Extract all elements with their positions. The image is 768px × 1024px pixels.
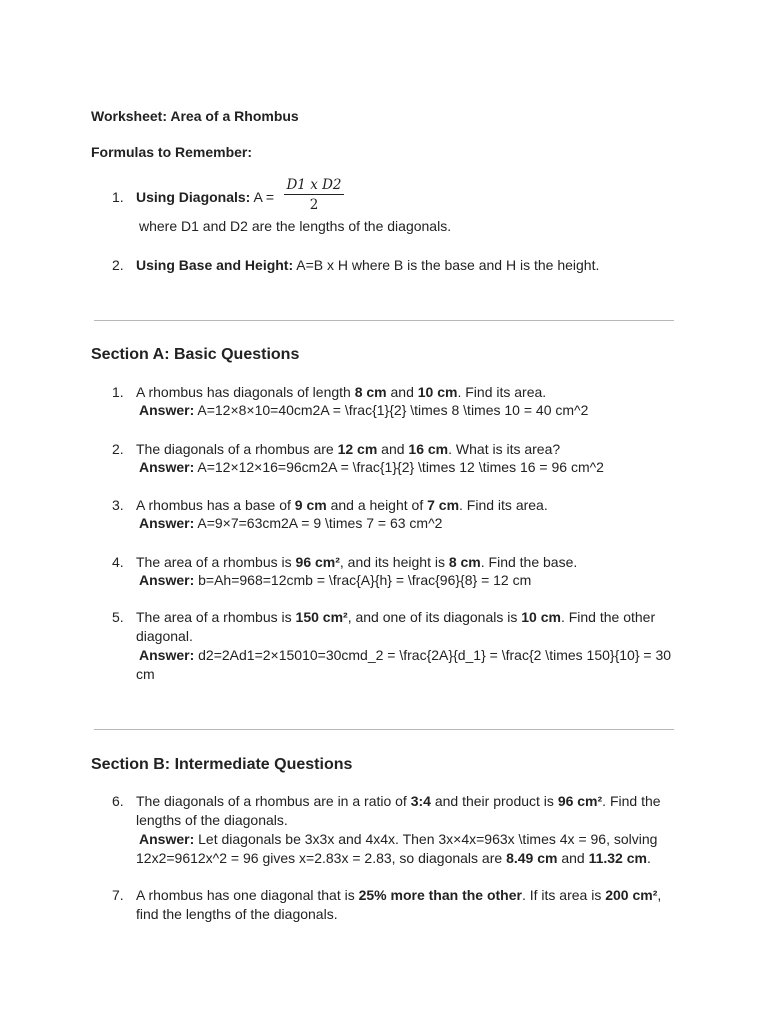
question-part: and — [386, 384, 418, 400]
question-part: , — [657, 887, 662, 903]
formula-fraction — [284, 177, 344, 213]
question-value: 3:4 — [410, 793, 431, 809]
question-text — [136, 441, 560, 457]
question-value: 7 cm — [427, 497, 460, 513]
answer-line — [139, 515, 442, 531]
formula-label: Using Base and Height: — [136, 257, 294, 273]
question-value: 25% more than the other — [358, 887, 522, 903]
question-part: . Find the base. — [480, 554, 578, 570]
answer-text: Let diagonals be 3x3x and 4x4x. Then 3x×4x=963x \times 4x = 96, solving — [194, 831, 658, 847]
question-part: The area of a rhombus is — [136, 554, 296, 570]
answer-text: A=12×12×16=96cm2A = \frac{1}{2} \times 12 \times 16 = 96 cm^2 — [194, 459, 604, 475]
section-b-heading: Section B: Intermediate Questions — [91, 756, 353, 773]
question-number: 7. — [112, 887, 124, 903]
formula-base-height — [136, 257, 599, 273]
divider — [94, 729, 674, 730]
question-part: A rhombus has diagonals of length — [136, 384, 355, 400]
question-part: , and its height is — [339, 554, 449, 570]
answer-label: Answer: — [139, 515, 195, 531]
question-value: 10 cm — [417, 384, 458, 400]
answer-label: Answer: — [139, 831, 195, 847]
question-value: 16 cm — [408, 441, 449, 457]
answer-label: Answer: — [139, 459, 195, 475]
question-part: A rhombus has a base of — [136, 497, 295, 513]
answer-line — [139, 647, 671, 663]
answer-label: Answer: — [139, 402, 195, 418]
question-part: . Find the — [602, 793, 661, 809]
question-value: 8 cm — [354, 384, 387, 400]
question-part: . Find its area. — [459, 497, 548, 513]
answer-value: 11.32 cm — [588, 850, 647, 866]
question-part: The diagonals of a rhombus are in a ratio of — [136, 793, 411, 809]
answer-text: 12x2=9612x^2 = 96 gives x=2.83x = 2.83, so diagonals are — [136, 850, 507, 866]
answer-text: A=9×7=63cm2A = 9 \times 7 = 63 cm^2 — [194, 515, 443, 531]
question-number: 4. — [112, 554, 124, 570]
section-a-heading: Section A: Basic Questions — [91, 346, 300, 363]
question-number: 2. — [112, 441, 124, 457]
question-value: 10 cm — [521, 609, 561, 625]
answer-text: d2=2Ad1=2×15010=30cmd_2 = \frac{2A}{d_1} = \frac{2 \times 150}{10} = 30 — [194, 647, 672, 663]
answer-label: Answer: — [139, 647, 195, 663]
answer-label: Answer: — [139, 572, 195, 588]
question-part: The diagonals of a rhombus are — [136, 441, 338, 457]
question-value: 200 cm² — [605, 887, 658, 903]
answer-continuation — [136, 850, 651, 866]
answer-text: . — [646, 850, 651, 866]
question-value: 12 cm — [337, 441, 378, 457]
question-part: and a height of — [326, 497, 428, 513]
question-continuation: find the lengths of the diagonals. — [136, 906, 338, 922]
formula-label: Using Diagonals: — [136, 189, 251, 205]
question-number: 1. — [112, 384, 124, 400]
question-number: 6. — [112, 793, 124, 809]
question-number: 3. — [112, 497, 124, 513]
answer-line — [139, 572, 531, 588]
answer-text: and — [557, 850, 589, 866]
formula-number: 2. — [112, 257, 124, 273]
answer-line — [139, 402, 588, 418]
question-value: 9 cm — [294, 497, 327, 513]
question-value: 8 cm — [448, 554, 481, 570]
question-continuation: diagonal. — [136, 628, 193, 644]
answer-continuation: cm — [136, 666, 155, 682]
answer-line — [139, 459, 604, 475]
question-part: . What is its area? — [448, 441, 561, 457]
question-part: A rhombus has one diagonal that is — [136, 887, 359, 903]
question-text — [136, 384, 546, 400]
question-part: . Find the other — [560, 609, 656, 625]
question-continuation: lengths of the diagonals. — [136, 812, 288, 828]
question-text — [136, 497, 548, 513]
question-part: , and one of its diagonals is — [347, 609, 522, 625]
question-text — [136, 793, 661, 809]
question-part: . Find its area. — [457, 384, 547, 400]
question-part: The area of a rhombus is — [136, 609, 296, 625]
answer-text: b=Ah=968=12cmb = \frac{A}{h} = \frac{96}{8} = 12 cm — [194, 572, 532, 588]
formula-note: where D1 and D2 are the lengths of the diagonals. — [139, 218, 452, 234]
formula-text: A=B x H where B is the base and H is the height. — [293, 257, 600, 273]
answer-value: 8.49 cm — [506, 850, 558, 866]
question-value: 96 cm² — [557, 793, 603, 809]
question-value: 150 cm² — [295, 609, 348, 625]
question-number: 5. — [112, 609, 124, 625]
question-part: and — [377, 441, 409, 457]
question-text — [136, 609, 655, 625]
formula-diagonals — [136, 189, 274, 205]
formulas-heading: Formulas to Remember: — [91, 144, 253, 160]
answer-text: A=12×8×10=40cm2A = \frac{1}{2} \times 8 \times 10 = 40 cm^2 — [194, 402, 589, 418]
worksheet-title: Worksheet: Area of a Rhombus — [91, 108, 299, 124]
fraction-bar — [284, 194, 344, 195]
question-text — [136, 887, 661, 903]
question-value: 96 cm² — [295, 554, 340, 570]
formula-number: 1. — [112, 189, 124, 205]
fraction-numerator: D1 x D2 — [286, 177, 342, 193]
formula-text: A = — [250, 189, 275, 205]
answer-line — [139, 831, 657, 847]
fraction-denominator: 2 — [309, 197, 319, 213]
question-part: and their product is — [430, 793, 558, 809]
question-text — [136, 554, 577, 570]
question-part: . If its area is — [521, 887, 606, 903]
divider — [94, 320, 674, 321]
